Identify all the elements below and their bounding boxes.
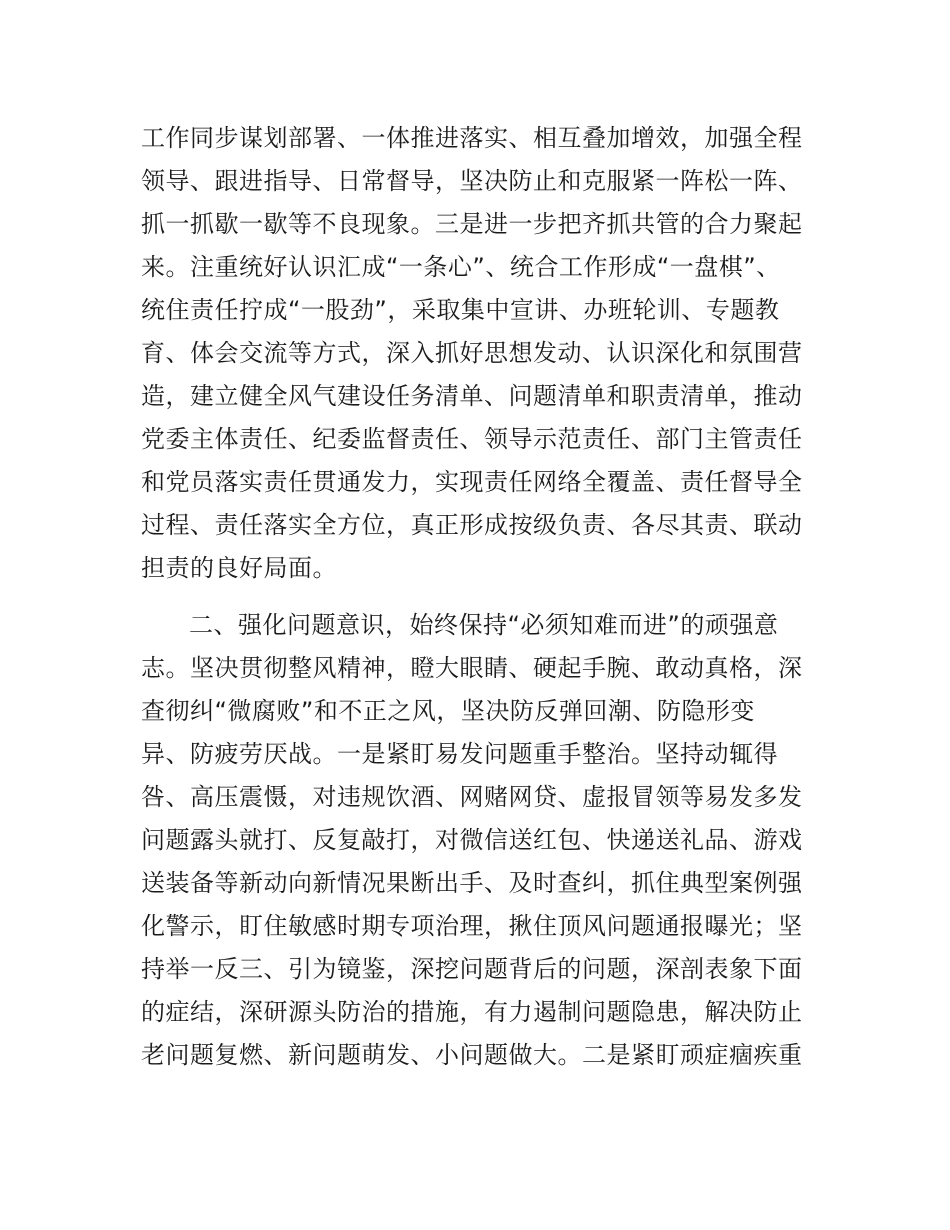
text-line: 老问题复燃、新问题萌发、小问题做大。二是紧盯顽症痼疾重 — [141, 1041, 803, 1069]
text-line: 育、体会交流等方式，深入抓好思想发动、认识深化和氛围营 — [141, 339, 803, 367]
text-line: 志。坚决贯彻整风精神，瞪大眼睛、硬起手腕、敢动真格，深 — [141, 654, 803, 682]
text-line: 过程、责任落实全方位，真正形成按级负责、各尽其责、联动 — [141, 511, 803, 539]
text-line: 送装备等新动向新情况果断出手、及时查纠，抓住典型案例强 — [141, 869, 803, 897]
text-line: 和党员落实责任贯通发力，实现责任网络全覆盖、责任督导全 — [141, 468, 803, 496]
text-line: 查彻纠“微腐败”和不正之风，坚决防反弹回潮、防隐形变 — [141, 697, 755, 725]
text-line: 化警示，盯住敏感时期专项治理，揪住顶风问题通报曝光；坚 — [141, 912, 803, 940]
text-line: 二、强化问题意识，始终保持“必须知难而进”的顽强意 — [189, 611, 779, 639]
text-line: 咎、高压震慑，对违规饮酒、网赌网贷、虚报冒领等易发多发 — [141, 783, 803, 811]
text-line: 的症结，深研源头防治的措施，有力遏制问题隐患，解决防止 — [141, 998, 803, 1026]
text-line: 担责的良好局面。 — [141, 554, 337, 582]
text-line: 统住责任拧成“一股劲”，采取集中宣讲、办班轮训、专题教 — [141, 296, 780, 324]
text-line: 党委主体责任、纪委监督责任、领导示范责任、部门主管责任 — [141, 425, 803, 453]
text-line: 造，建立健全风气建设任务清单、问题清单和职责清单，推动 — [141, 382, 803, 410]
text-line: 领导、跟进指导、日常督导，坚决防止和克服紧一阵松一阵、 — [141, 167, 803, 195]
text-line: 工作同步谋划部署、一体推进落实、相互叠加增效，加强全程 — [141, 124, 803, 152]
text-line: 来。注重统好认识汇成“一条心”、统合工作形成“一盘棋”、 — [141, 253, 781, 281]
text-line: 异、防疲劳厌战。一是紧盯易发问题重手整治。坚持动辄得 — [141, 740, 778, 768]
text-line: 抓一抓歇一歇等不良现象。三是进一步把齐抓共管的合力聚起 — [141, 210, 803, 238]
text-line: 问题露头就打、反复敲打，对微信送红包、快递送礼品、游戏 — [141, 826, 803, 854]
text-line: 持举一反三、引为镜鉴，深挖问题背后的问题，深剖表象下面 — [141, 955, 803, 983]
